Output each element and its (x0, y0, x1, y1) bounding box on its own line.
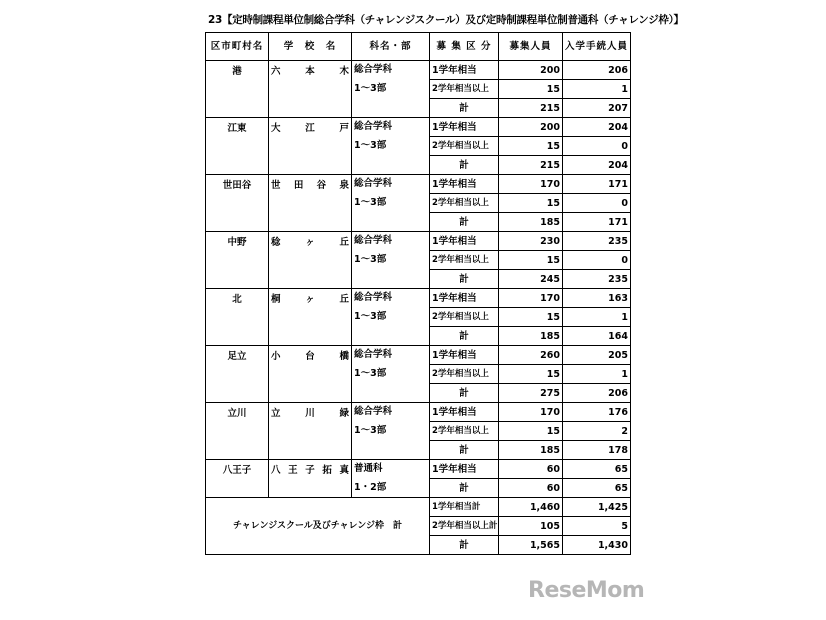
header-tetsuzuki: 入学手続人員 (563, 33, 631, 61)
table-row (206, 175, 631, 194)
tetsuzuki-cell: 206 (563, 384, 631, 403)
boshu-cell: 15 (499, 251, 563, 270)
kubun-cell: 計 (430, 213, 499, 232)
tetsuzuki-cell: 178 (563, 441, 631, 460)
school-name (271, 234, 349, 251)
course-cell: 普通科 (352, 460, 430, 479)
division-cell: 1〜3部 (352, 137, 430, 156)
school-name-cell (269, 460, 352, 498)
total-boshu-cell: 105 (499, 517, 563, 536)
school-name-cell (269, 403, 352, 460)
division-cell: 1〜3部 (352, 422, 430, 441)
school-name-char: 立 (271, 408, 281, 419)
tetsuzuki-cell: 1 (563, 308, 631, 327)
table-row (206, 61, 631, 80)
tetsuzuki-cell: 65 (563, 479, 631, 498)
empty-course-cell (352, 99, 430, 118)
school-name (271, 120, 349, 137)
kubun-cell: 1学年相当 (430, 61, 499, 80)
boshu-cell: 215 (499, 99, 563, 118)
tetsuzuki-cell: 204 (563, 156, 631, 175)
tetsuzuki-cell: 163 (563, 289, 631, 308)
total-boshu-cell: 1,565 (499, 536, 563, 555)
tetsuzuki-cell: 0 (563, 251, 631, 270)
school-name-char: 王 (288, 465, 298, 476)
school-name-char: 世 (271, 180, 281, 191)
table-row (206, 346, 631, 365)
school-name (271, 63, 349, 80)
school-name-char: 六 (271, 66, 281, 77)
school-name-char: 大 (271, 123, 281, 134)
boshu-cell: 15 (499, 308, 563, 327)
kubun-cell: 計 (430, 327, 499, 346)
school-name-cell (269, 346, 352, 403)
boshu-cell: 215 (499, 156, 563, 175)
district-cell: 中野 (206, 232, 269, 289)
tetsuzuki-cell: 235 (563, 270, 631, 289)
tetsuzuki-cell: 1 (563, 365, 631, 384)
district-cell: 江東 (206, 118, 269, 175)
header-boshu: 募集人員 (499, 33, 563, 61)
total-kubun-cell: 計 (430, 536, 499, 555)
empty-course-cell (352, 213, 430, 232)
kubun-cell: 1学年相当 (430, 403, 499, 422)
district-cell: 立川 (206, 403, 269, 460)
tetsuzuki-cell: 2 (563, 422, 631, 441)
school-name-char: 丘 (339, 237, 349, 248)
total-row (206, 498, 631, 517)
school-name-cell (269, 175, 352, 232)
course-cell: 総合学科 (352, 175, 430, 194)
header-school: 学 校 名 (269, 33, 352, 61)
total-kubun-cell: 2学年相当以上計 (430, 517, 499, 536)
total-tetsuzuki-cell: 5 (563, 517, 631, 536)
kubun-cell: 1学年相当 (430, 460, 499, 479)
total-kubun-cell: 1学年相当計 (430, 498, 499, 517)
header-kubun: 募 集 区 分 (430, 33, 499, 61)
school-name-char: 戸 (339, 123, 349, 134)
tetsuzuki-cell: 176 (563, 403, 631, 422)
admission-table (205, 32, 631, 555)
boshu-cell: 185 (499, 213, 563, 232)
table-header-row (206, 33, 631, 61)
boshu-cell: 170 (499, 403, 563, 422)
school-name-char: 拓 (322, 465, 332, 476)
kubun-cell: 計 (430, 441, 499, 460)
kubun-cell: 2学年相当以上 (430, 194, 499, 213)
tetsuzuki-cell: 0 (563, 137, 631, 156)
school-name-char: 木 (339, 66, 349, 77)
school-name (271, 405, 349, 422)
course-cell: 総合学科 (352, 289, 430, 308)
school-name-char: 丘 (339, 294, 349, 305)
district-cell: 世田谷 (206, 175, 269, 232)
school-name (271, 177, 349, 194)
kubun-cell: 1学年相当 (430, 175, 499, 194)
division-cell: 1〜3部 (352, 365, 430, 384)
tetsuzuki-cell: 171 (563, 175, 631, 194)
kubun-cell: 1学年相当 (430, 118, 499, 137)
boshu-cell: 15 (499, 422, 563, 441)
tetsuzuki-cell: 0 (563, 194, 631, 213)
header-district: 区市町村名 (206, 33, 269, 61)
boshu-cell: 200 (499, 118, 563, 137)
school-name-cell (269, 232, 352, 289)
school-name-char: ヶ (305, 294, 315, 305)
tetsuzuki-cell: 65 (563, 460, 631, 479)
tetsuzuki-cell: 235 (563, 232, 631, 251)
school-name-char: 桐 (271, 294, 281, 305)
kubun-cell: 1学年相当 (430, 232, 499, 251)
boshu-cell: 170 (499, 289, 563, 308)
kubun-cell: 1学年相当 (430, 346, 499, 365)
division-cell: 1〜3部 (352, 251, 430, 270)
boshu-cell: 185 (499, 441, 563, 460)
boshu-cell: 15 (499, 365, 563, 384)
kubun-cell: 計 (430, 479, 499, 498)
course-cell: 総合学科 (352, 232, 430, 251)
total-tetsuzuki-cell: 1,425 (563, 498, 631, 517)
total-tetsuzuki-cell: 1,430 (563, 536, 631, 555)
course-cell: 総合学科 (352, 61, 430, 80)
boshu-cell: 230 (499, 232, 563, 251)
kubun-cell: 2学年相当以上 (430, 251, 499, 270)
school-name-char: 江 (305, 123, 315, 134)
school-name (271, 291, 349, 308)
tetsuzuki-cell: 164 (563, 327, 631, 346)
kubun-cell: 計 (430, 270, 499, 289)
kubun-cell: 計 (430, 156, 499, 175)
empty-course-cell (352, 327, 430, 346)
school-name-char: 谷 (316, 180, 327, 191)
boshu-cell: 260 (499, 346, 563, 365)
division-cell: 1〜3部 (352, 80, 430, 99)
boshu-cell: 170 (499, 175, 563, 194)
school-name-char: 緑 (339, 408, 349, 419)
table-row (206, 289, 631, 308)
course-cell: 総合学科 (352, 403, 430, 422)
school-name-cell (269, 61, 352, 118)
tetsuzuki-cell: 171 (563, 213, 631, 232)
empty-course-cell (352, 441, 430, 460)
header-course: 科名・部 (352, 33, 430, 61)
empty-course-cell (352, 384, 430, 403)
district-cell: 足立 (206, 346, 269, 403)
tetsuzuki-cell: 205 (563, 346, 631, 365)
table-row (206, 118, 631, 137)
tetsuzuki-cell: 207 (563, 99, 631, 118)
kubun-cell: 2学年相当以上 (430, 80, 499, 99)
boshu-cell: 15 (499, 80, 563, 99)
tetsuzuki-cell: 1 (563, 80, 631, 99)
division-cell: 1〜3部 (352, 308, 430, 327)
school-name-char: 子 (305, 465, 315, 476)
school-name (271, 462, 349, 479)
boshu-cell: 60 (499, 479, 563, 498)
school-name-char: ヶ (305, 237, 315, 248)
kubun-cell: 2学年相当以上 (430, 137, 499, 156)
district-cell: 八王子 (206, 460, 269, 498)
school-name-char: 小 (271, 351, 281, 362)
grand-total-label: チャレンジスクール及びチャレンジ枠 計 (206, 498, 430, 555)
district-cell: 港 (206, 61, 269, 118)
tetsuzuki-cell: 204 (563, 118, 631, 137)
school-name-char: 八 (271, 465, 281, 476)
table-row (206, 460, 631, 479)
school-name-cell (269, 289, 352, 346)
total-boshu-cell: 1,460 (499, 498, 563, 517)
school-name (271, 348, 349, 365)
school-name-char: 田 (293, 180, 304, 191)
boshu-cell: 275 (499, 384, 563, 403)
empty-course-cell (352, 270, 430, 289)
kubun-cell: 2学年相当以上 (430, 422, 499, 441)
school-name-char: 川 (305, 408, 315, 419)
table-row (206, 232, 631, 251)
division-cell: 1・2部 (352, 479, 430, 498)
table-row (206, 403, 631, 422)
document-title: 23【定時制課程単位制総合学科（チャレンジスクール）及び定時制課程単位制普通科（チャレンジ枠）】 (208, 14, 684, 26)
kubun-cell: 2学年相当以上 (430, 365, 499, 384)
tetsuzuki-cell: 206 (563, 61, 631, 80)
school-name-char: 真 (339, 465, 349, 476)
kubun-cell: 1学年相当 (430, 289, 499, 308)
empty-course-cell (352, 156, 430, 175)
course-cell: 総合学科 (352, 118, 430, 137)
school-name-char: 稔 (271, 237, 281, 248)
district-cell: 北 (206, 289, 269, 346)
school-name-char: 台 (305, 351, 315, 362)
school-name-char: 本 (305, 66, 315, 77)
school-name-char: 橋 (339, 351, 349, 362)
school-name-cell (269, 118, 352, 175)
boshu-cell: 245 (499, 270, 563, 289)
boshu-cell: 185 (499, 327, 563, 346)
boshu-cell: 15 (499, 194, 563, 213)
resemom-logo: ReseMom (528, 578, 645, 603)
school-name-char: 泉 (339, 180, 349, 191)
division-cell: 1〜3部 (352, 194, 430, 213)
kubun-cell: 2学年相当以上 (430, 308, 499, 327)
kubun-cell: 計 (430, 99, 499, 118)
boshu-cell: 15 (499, 137, 563, 156)
boshu-cell: 60 (499, 460, 563, 479)
course-cell: 総合学科 (352, 346, 430, 365)
boshu-cell: 200 (499, 61, 563, 80)
kubun-cell: 計 (430, 384, 499, 403)
